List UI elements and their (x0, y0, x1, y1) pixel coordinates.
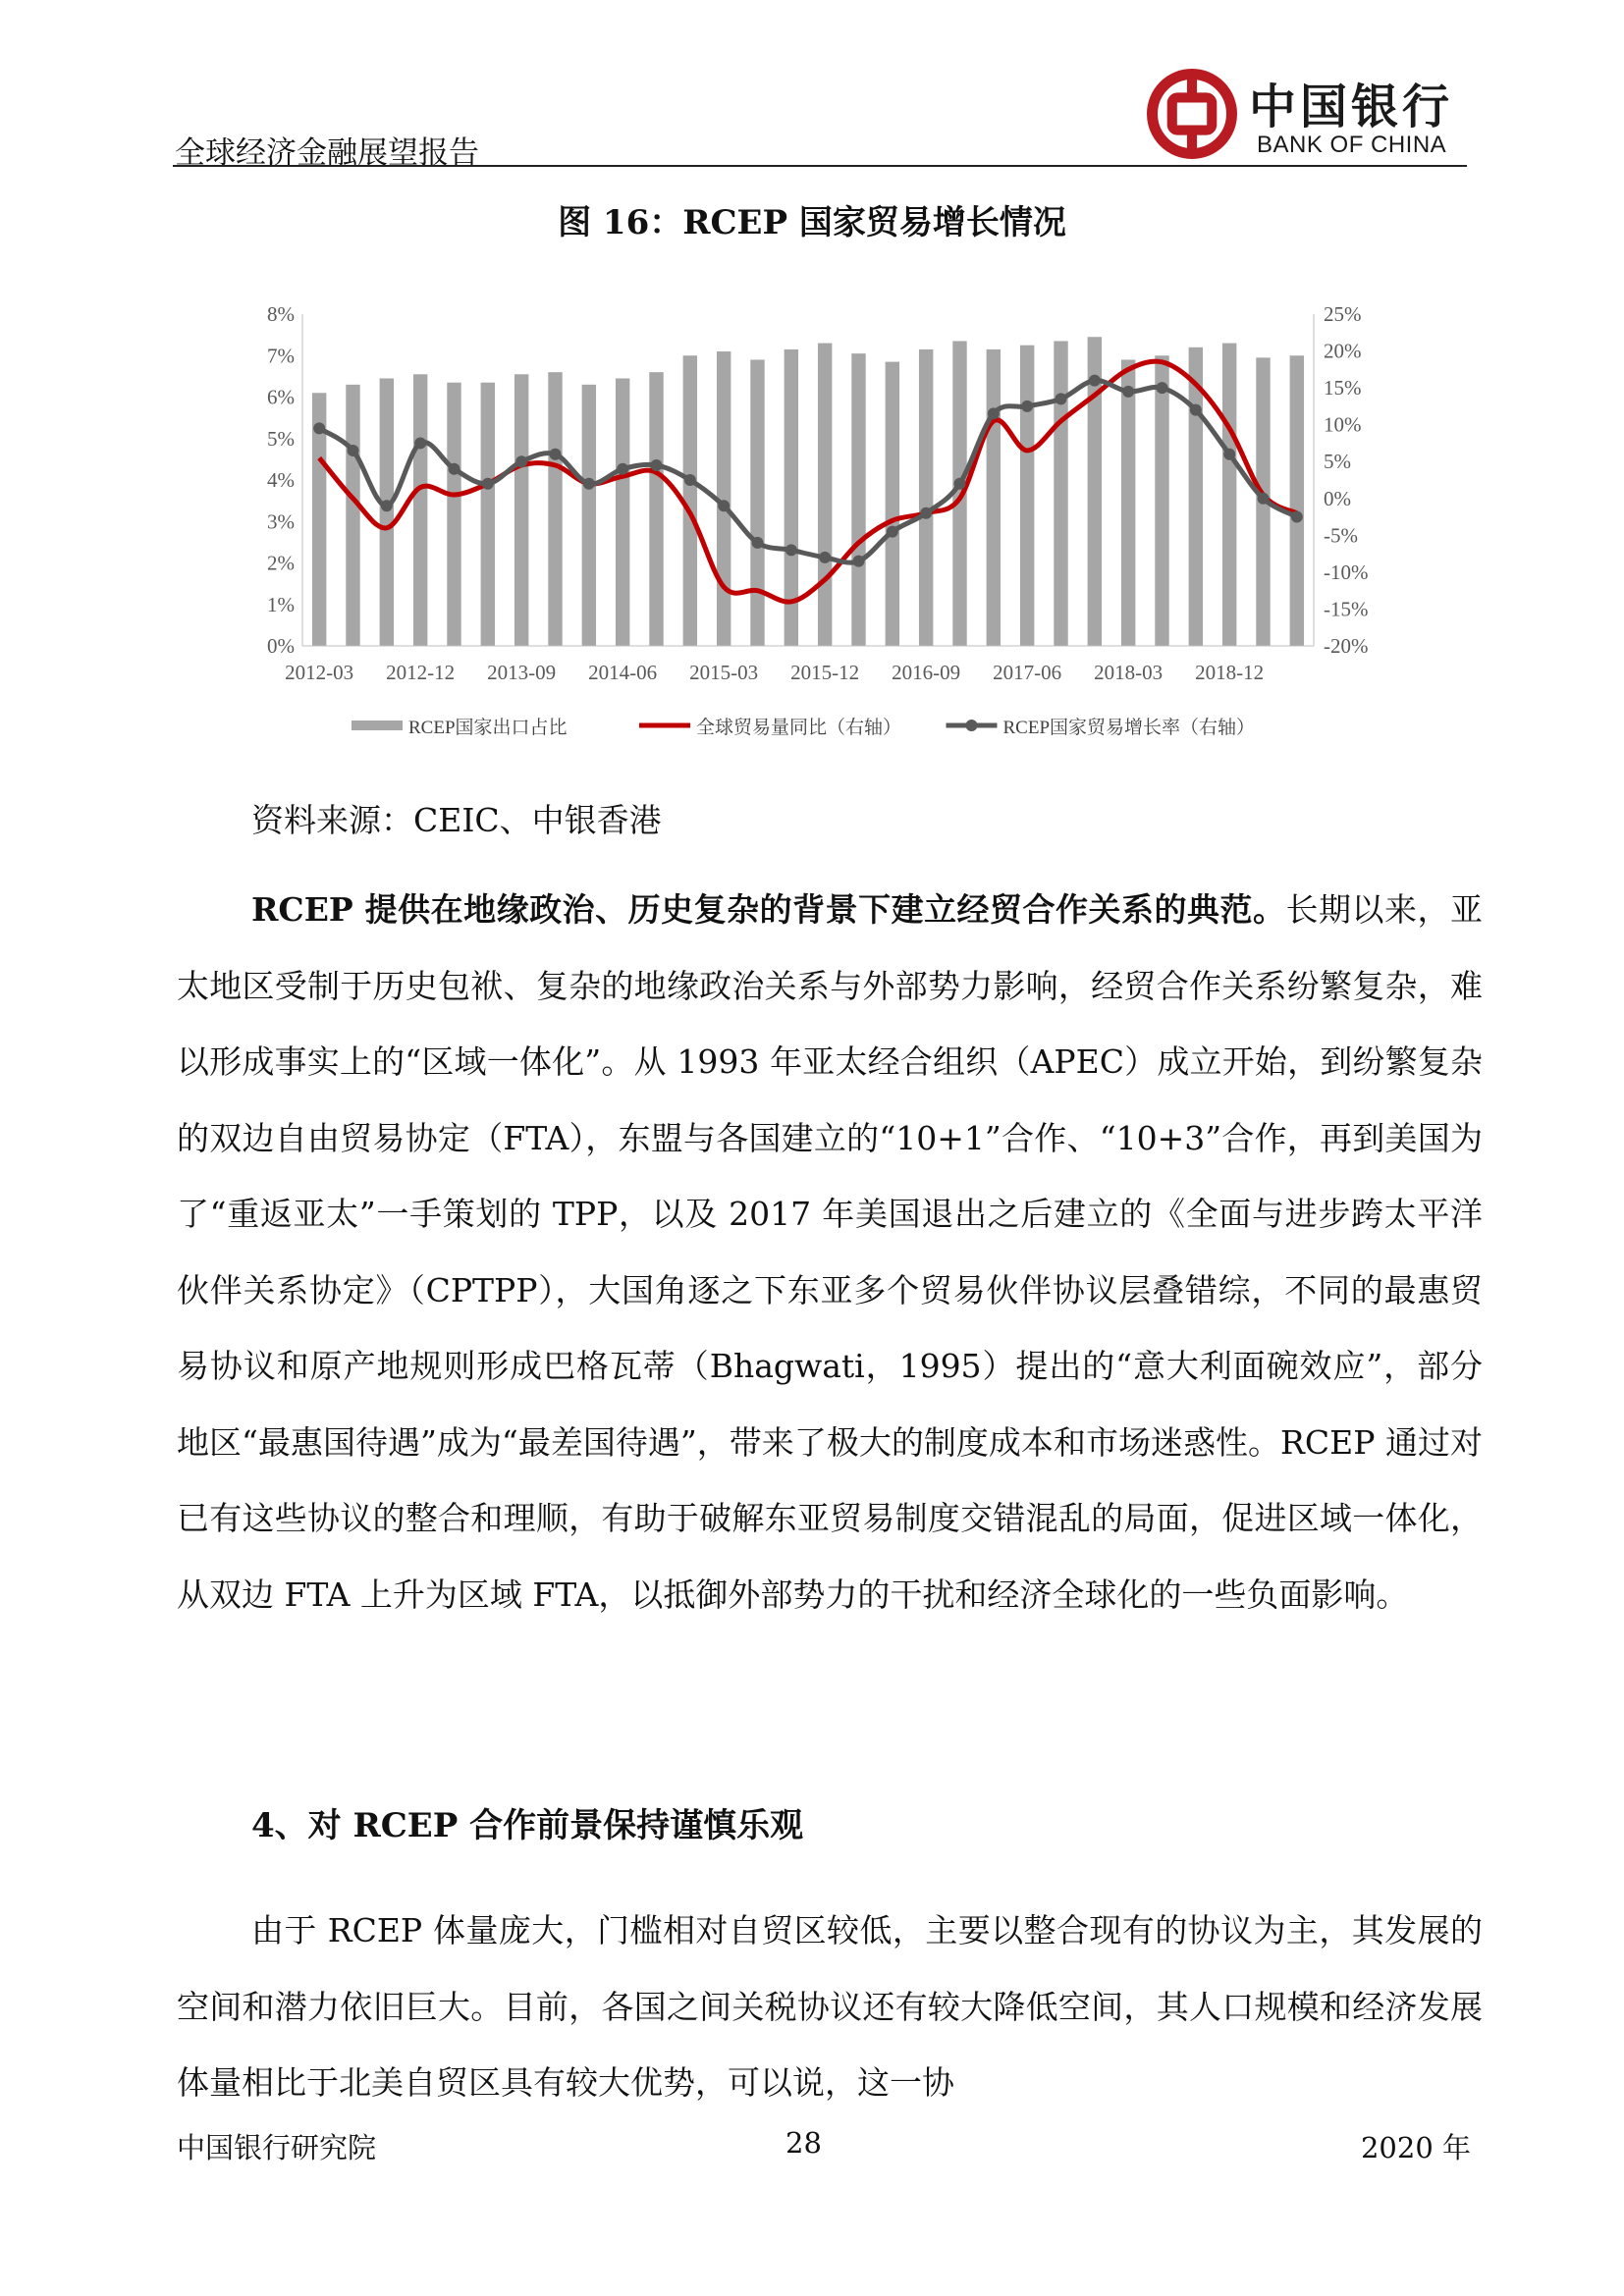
bar-export-share (886, 362, 899, 646)
point-rcep-trade-growth (313, 422, 325, 434)
x-tick-label: 2012-03 (285, 661, 354, 684)
bar-export-share (1290, 355, 1304, 646)
right-tick-label: -10% (1324, 560, 1369, 584)
left-tick-label: 1% (267, 592, 295, 616)
bar-export-share (649, 372, 663, 646)
right-tick-label: 20% (1324, 339, 1362, 363)
line-rcep-trade-growth (319, 381, 1297, 563)
paragraph-rcep-outlook: 由于 RCEP 体量庞大，门槛相对自贸区较低，主要以整合现有的协议为主，其发展的空间和潜力依旧巨大。目前，各国之间关税协议还有较大降低空间，其人口规模和经济发展体量相比于北美自贸区具有较大优势，可以说，这一协 (177, 1911, 1483, 2102)
bar-export-share (919, 349, 933, 646)
section-heading: 4、对 RCEP 合作前景保持谨慎乐观 (251, 1806, 804, 1845)
point-rcep-trade-growth (853, 556, 865, 567)
legend-swatch-marker (966, 720, 978, 731)
point-rcep-trade-growth (381, 500, 393, 511)
right-tick-label: 5% (1324, 450, 1351, 474)
legend-label: 全球贸易量同比（右轴） (696, 718, 902, 738)
point-rcep-trade-growth (550, 449, 562, 460)
bar-export-share (514, 374, 528, 646)
paragraph-body-text: 长期以来，亚太地区受制于历史包袱、复杂的地缘政治关系与外部势力影响，经贸合作关系纷繁复杂，难以形成事实上的“区域一体化”。从 1993 年亚太经合组织（APEC）成立开始，到纷繁复杂的双边自由贸易协定（FTA），东盟与各国建立的“10+1”合作、“10+3”合作，再到美国为了“重返亚太”一手策划的 TPP，以及 2017 年美国退出之后建立的《全面与进步跨太平洋伙伴关系协定》（CPTPP），大国角逐之下东亚多个贸易伙伴协议层叠错综，不同的最惠贸易协议和原产地规则形成巴格瓦蒂（Bhagwati，1995）提出的“意大利面碗效应”，部分地区“最惠国待遇”成为“最差国待遇”，带来了极大的制度成本和市场迷惑性。RCEP 通过对已有这些协议的整合和理顺，有助于破解东亚贸易制度交错混乱的局面，促进区域一体化，从双边 FTA 上升为区域 FTA，以抵御外部势力的干扰和经济全球化的一些负面影响。 (177, 890, 1483, 1614)
point-rcep-trade-growth (920, 507, 932, 519)
right-tick-label: 0% (1324, 486, 1351, 510)
x-tick-label: 2014-06 (588, 661, 658, 684)
figure-title: 图 16：RCEP 国家贸易增长情况 (558, 203, 1066, 242)
point-rcep-trade-growth (1258, 493, 1270, 505)
point-rcep-trade-growth (1021, 400, 1033, 412)
figure-source: 资料来源：CEIC、中银香港 (251, 801, 662, 839)
right-tick-label: 25% (1324, 302, 1362, 326)
bar-export-share (447, 383, 460, 646)
x-tick-label: 2018-12 (1195, 661, 1265, 684)
bar-export-share (616, 378, 629, 646)
line-global-trade-volume (319, 361, 1297, 602)
point-rcep-trade-growth (819, 552, 831, 563)
chart-legend (352, 717, 1255, 738)
page-number: 28 (785, 2126, 822, 2160)
x-tick-label: 2013-09 (487, 661, 557, 684)
right-tick-label: -5% (1324, 523, 1358, 548)
bar-export-share (481, 383, 495, 646)
left-tick-label: 3% (267, 509, 295, 534)
left-tick-label: 4% (267, 468, 295, 492)
point-rcep-trade-growth (1291, 511, 1303, 523)
x-tick-label: 2015-03 (689, 661, 759, 684)
legend-swatch-bar (352, 721, 403, 730)
left-tick-label: 7% (267, 344, 295, 368)
x-tick-label: 2016-09 (892, 661, 961, 684)
point-rcep-trade-growth (785, 544, 797, 556)
point-rcep-trade-growth (348, 445, 359, 456)
footer-institution: 中国银行研究院 (177, 2131, 377, 2164)
x-tick-label: 2015-12 (790, 661, 860, 684)
point-rcep-trade-growth (583, 478, 595, 490)
bar-export-share (818, 344, 832, 646)
point-rcep-trade-growth (1223, 449, 1235, 460)
point-rcep-trade-growth (414, 437, 426, 449)
right-tick-label: -15% (1324, 597, 1369, 621)
bar-export-share (1020, 346, 1034, 646)
point-rcep-trade-growth (1190, 404, 1202, 416)
point-rcep-trade-growth (954, 478, 966, 490)
right-tick-label: -20% (1324, 634, 1369, 658)
left-tick-label: 6% (267, 385, 295, 409)
bar-export-share (987, 349, 1001, 646)
point-rcep-trade-growth (1089, 375, 1101, 387)
report-title: 全球经济金融展望报告 (175, 135, 479, 171)
bar-export-share (851, 353, 865, 646)
bar-export-share (1155, 355, 1168, 646)
point-rcep-trade-growth (684, 474, 696, 486)
x-tick-label: 2012-12 (386, 661, 456, 684)
bar-export-share (582, 385, 596, 646)
axis-layer (267, 302, 1369, 684)
left-tick-label: 2% (267, 551, 295, 575)
paragraph-lead-sentence: RCEP 提供在地缘政治、历史复杂的背景下建立经贸合作关系的典范。 (251, 890, 1286, 929)
footer-year: 2020 年 (1360, 2131, 1471, 2164)
x-tick-label: 2018-03 (1094, 661, 1164, 684)
right-tick-label: 15% (1324, 376, 1362, 400)
legend-label: RCEP国家出口占比 (408, 718, 568, 738)
point-rcep-trade-growth (887, 526, 898, 538)
legend-label: RCEP国家贸易增长率（右轴） (1002, 718, 1256, 738)
bar-export-share (380, 378, 394, 646)
point-rcep-trade-growth (1122, 386, 1134, 398)
lines-layer (313, 361, 1303, 602)
bar-export-share (413, 374, 427, 646)
point-rcep-trade-growth (752, 537, 764, 549)
point-rcep-trade-growth (651, 459, 663, 471)
rcep-trade-chart (253, 291, 1412, 752)
bank-of-china-emblem-icon (1147, 69, 1237, 159)
right-tick-label: 10% (1324, 412, 1362, 437)
bar-export-share (548, 372, 562, 646)
x-tick-label: 2017-06 (993, 661, 1062, 684)
bar-export-share (1121, 359, 1135, 646)
bar-export-share (1054, 341, 1067, 646)
point-rcep-trade-growth (988, 407, 1000, 419)
bank-logo (1147, 63, 1471, 165)
paragraph-rcep-model (177, 872, 1483, 1632)
logo-english-name: BANK OF CHINA (1257, 132, 1447, 158)
point-rcep-trade-growth (718, 500, 730, 511)
left-tick-label: 0% (267, 634, 295, 658)
point-rcep-trade-growth (515, 455, 527, 467)
point-rcep-trade-growth (482, 478, 494, 490)
bar-export-share (346, 385, 359, 646)
point-rcep-trade-growth (1157, 382, 1168, 394)
point-rcep-trade-growth (1056, 393, 1067, 404)
point-rcep-trade-growth (449, 463, 460, 475)
point-rcep-trade-growth (617, 463, 628, 475)
header-divider (173, 165, 1467, 167)
logo-chinese-name: 中国银行 (1249, 80, 1454, 134)
bar-export-share (750, 359, 764, 646)
left-tick-label: 8% (267, 302, 295, 326)
bar-export-share (1222, 344, 1236, 646)
left-tick-label: 5% (267, 426, 295, 451)
